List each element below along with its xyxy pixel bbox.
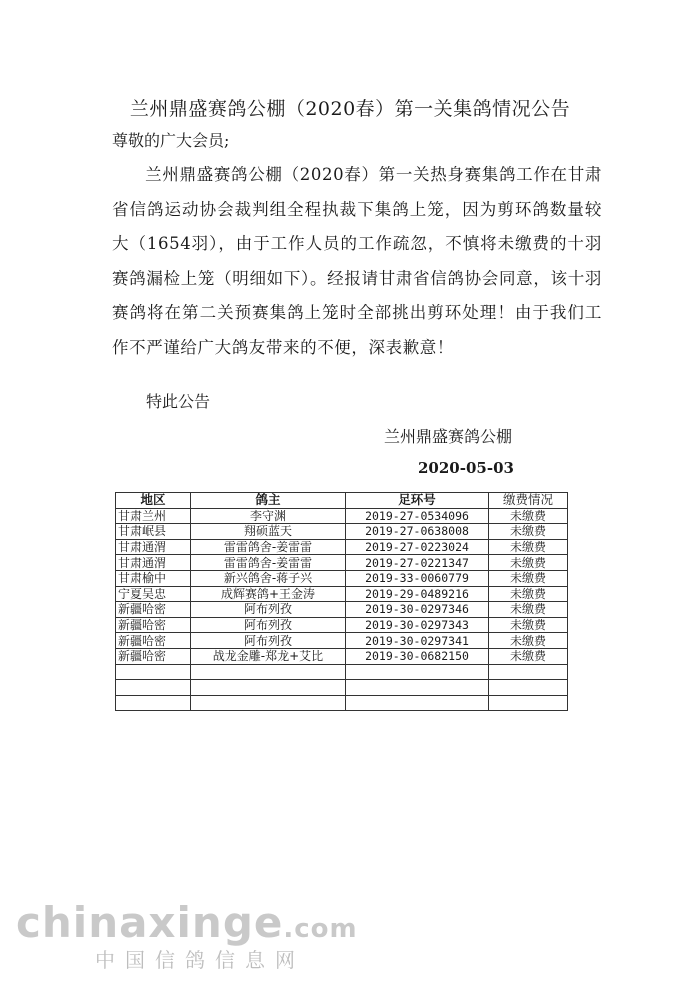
cell-ring-number: 2019-30-0297341 bbox=[346, 633, 489, 649]
cell-payment-status: 未缴费 bbox=[489, 617, 568, 633]
table-row bbox=[116, 570, 568, 586]
salutation: 尊敬的广大会员; bbox=[112, 131, 230, 150]
page-title: 兰州鼎盛赛鸽公棚（2020春）第一关集鸽情况公告 bbox=[129, 98, 571, 120]
empty-cell bbox=[489, 695, 568, 711]
cell-payment-status: 未缴费 bbox=[489, 633, 568, 649]
cell-ring-number: 2019-30-0297346 bbox=[346, 602, 489, 618]
table-body bbox=[116, 508, 568, 711]
table-row bbox=[116, 508, 568, 524]
empty-cell bbox=[489, 664, 568, 680]
watermark-cn: 中国信鸽信息网 bbox=[95, 948, 305, 972]
table-row bbox=[116, 648, 568, 664]
notice-line: 特此公告 bbox=[146, 392, 211, 411]
body-paragraph bbox=[112, 158, 602, 365]
organization-signature: 兰州鼎盛赛鸽公棚 bbox=[384, 427, 513, 446]
cell-payment-status: 未缴费 bbox=[489, 539, 568, 555]
header-region: 地区 bbox=[116, 493, 191, 509]
empty-cell bbox=[346, 695, 489, 711]
table-row bbox=[116, 555, 568, 571]
cell-owner: 阿布列孜 bbox=[191, 602, 346, 618]
cell-payment-status: 未缴费 bbox=[489, 586, 568, 602]
table-row-empty bbox=[116, 664, 568, 680]
table-row bbox=[116, 602, 568, 618]
watermark-logo bbox=[16, 898, 358, 947]
cell-ring-number: 2019-27-0221347 bbox=[346, 555, 489, 571]
empty-cell bbox=[191, 664, 346, 680]
empty-cell bbox=[191, 695, 346, 711]
cell-ring-number: 2019-33-0060779 bbox=[346, 570, 489, 586]
table-row-empty bbox=[116, 680, 568, 696]
cell-region: 甘肃榆中 bbox=[116, 570, 191, 586]
empty-cell bbox=[116, 664, 191, 680]
cell-ring-number: 2019-27-0223024 bbox=[346, 539, 489, 555]
cell-payment-status: 未缴费 bbox=[489, 570, 568, 586]
cell-owner: 翔硕蓝天 bbox=[191, 524, 346, 540]
body-text: 兰州鼎盛赛鸽公棚（2020春）第一关热身赛集鸽工作在甘肃省信鸽运动协会裁判组全程执裁下集鸽上笼，因为剪环鸽数量较大（1654羽），由于工作人员的工作疏忽，不慎将未缴费的十羽赛鸽漏检上笼（明细如下）。经报请甘肃省信鸽协会同意，该十羽赛鸽将在第二关预赛集鸽上笼时全部挑出剪环处理！由于我们工作不严谨给广大鸽友带来的不便，深表歉意！ bbox=[112, 165, 602, 357]
cell-payment-status: 未缴费 bbox=[489, 524, 568, 540]
table-row bbox=[116, 617, 568, 633]
cell-region: 宁夏吴忠 bbox=[116, 586, 191, 602]
cell-owner: 雷雷鸽舍-姜雷雷 bbox=[191, 539, 346, 555]
cell-region: 新疆哈密 bbox=[116, 648, 191, 664]
cell-owner: 新兴鸽舍-蒋子兴 bbox=[191, 570, 346, 586]
cell-region: 甘肃通渭 bbox=[116, 539, 191, 555]
empty-cell bbox=[191, 680, 346, 696]
header-owner: 鸽主 bbox=[191, 493, 346, 509]
cell-ring-number: 2019-27-0638008 bbox=[346, 524, 489, 540]
cell-payment-status: 未缴费 bbox=[489, 508, 568, 524]
table-header-row bbox=[116, 493, 568, 509]
cell-ring-number: 2019-30-0297343 bbox=[346, 617, 489, 633]
empty-cell bbox=[346, 680, 489, 696]
header-payment-status: 缴费情况 bbox=[489, 493, 568, 509]
cell-owner: 阿布列孜 bbox=[191, 617, 346, 633]
watermark-en-suffix: .com bbox=[283, 914, 358, 944]
cell-region: 甘肃通渭 bbox=[116, 555, 191, 571]
cell-payment-status: 未缴费 bbox=[489, 555, 568, 571]
empty-cell bbox=[116, 680, 191, 696]
cell-ring-number: 2019-30-0682150 bbox=[346, 648, 489, 664]
cell-region: 新疆哈密 bbox=[116, 633, 191, 649]
empty-cell bbox=[489, 680, 568, 696]
cell-ring-number: 2019-27-0534096 bbox=[346, 508, 489, 524]
cell-owner: 阿布列孜 bbox=[191, 633, 346, 649]
table-row bbox=[116, 539, 568, 555]
cell-payment-status: 未缴费 bbox=[489, 648, 568, 664]
cell-region: 甘肃兰州 bbox=[116, 508, 191, 524]
cell-owner: 战龙金雕-郑龙+艾比 bbox=[191, 648, 346, 664]
unpaid-pigeons-table bbox=[115, 492, 568, 711]
cell-payment-status: 未缴费 bbox=[489, 602, 568, 618]
cell-region: 甘肃岷县 bbox=[116, 524, 191, 540]
table-row bbox=[116, 586, 568, 602]
cell-region: 新疆哈密 bbox=[116, 617, 191, 633]
cell-region: 新疆哈密 bbox=[116, 602, 191, 618]
empty-cell bbox=[116, 695, 191, 711]
cell-owner: 李守渊 bbox=[191, 508, 346, 524]
cell-owner: 成辉赛鸽+王金涛 bbox=[191, 586, 346, 602]
cell-ring-number: 2019-29-0489216 bbox=[346, 586, 489, 602]
table-row bbox=[116, 633, 568, 649]
cell-owner: 雷雷鸽舍-姜雷雷 bbox=[191, 555, 346, 571]
empty-cell bbox=[346, 664, 489, 680]
watermark-en: chinaxinge bbox=[16, 898, 284, 947]
announcement-date: 2020-05-03 bbox=[418, 459, 514, 477]
table-row-empty bbox=[116, 695, 568, 711]
header-ring-number: 足环号 bbox=[346, 493, 489, 509]
table-row bbox=[116, 524, 568, 540]
